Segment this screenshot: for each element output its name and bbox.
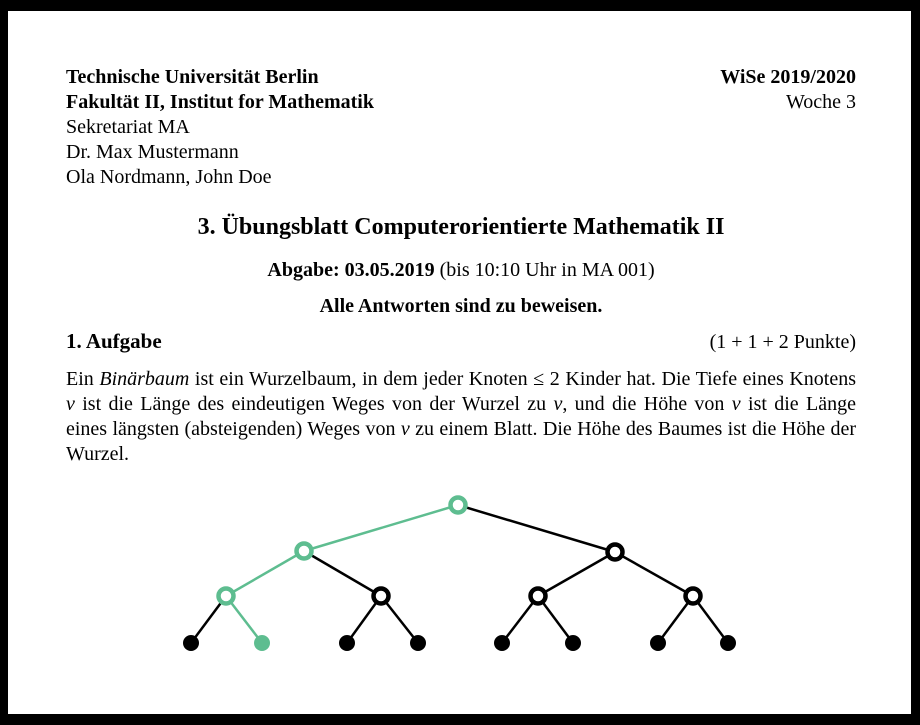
exercise-number-label: 1. Aufgabe xyxy=(66,329,162,353)
submission-details: (bis 10:10 Uhr in MA 001) xyxy=(434,259,655,281)
assistants-names: Ola Nordmann, John Doe xyxy=(66,166,272,188)
proof-notice: Alle Antworten sind zu beweisen. xyxy=(319,295,603,317)
semester-label: WiSe 2019/2020 xyxy=(720,66,856,88)
exercise-paragraph xyxy=(66,367,856,467)
week-label: Woche 3 xyxy=(785,91,856,113)
italic-term: Binärbaum xyxy=(99,368,190,390)
paragraph-text: ist die Länge eines längsten (absteigenden) Weges von xyxy=(66,393,856,440)
italic-term: v xyxy=(553,393,563,415)
paragraph-text: zu einem Blatt. Die Höhe des Baumes ist die Höhe der Wurzel. xyxy=(66,418,857,465)
institution-name: Technische Universität Berlin xyxy=(66,66,319,88)
faculty-name: Fakultät II, Institut for Mathematik xyxy=(66,91,374,113)
paragraph-text: Ein xyxy=(66,368,100,390)
exercise-heading-row xyxy=(66,328,856,355)
worksheet-page xyxy=(8,11,911,714)
paragraph-text: , und die Höhe von xyxy=(562,393,732,415)
paragraph-text: ist ein Wurzelbaum, in dem jeder Knoten ≤ 2 Kinder hat. Die Tiefe eines Knotens xyxy=(189,368,856,390)
submission-deadline-line xyxy=(66,258,856,282)
exercise-points-label: (1 + 1 + 2 Punkte) xyxy=(709,331,856,353)
worksheet-title: 3. Übungsblatt Computerorientierte Mathematik II xyxy=(197,214,725,240)
lecturer-name: Dr. Max Mustermann xyxy=(66,141,239,163)
italic-term: v xyxy=(731,393,741,415)
header-semester-block xyxy=(720,65,856,115)
italic-term: v xyxy=(66,393,75,415)
document-header xyxy=(66,65,856,190)
italic-term: v xyxy=(400,418,410,440)
submission-date: Abgabe: 03.05.2019 xyxy=(267,259,435,281)
header-institution-block xyxy=(66,65,374,190)
paragraph-text: ist die Länge des eindeutigen Weges von der Wurzel zu xyxy=(74,393,554,415)
secretariat-line: Sekretariat MA xyxy=(66,116,190,138)
